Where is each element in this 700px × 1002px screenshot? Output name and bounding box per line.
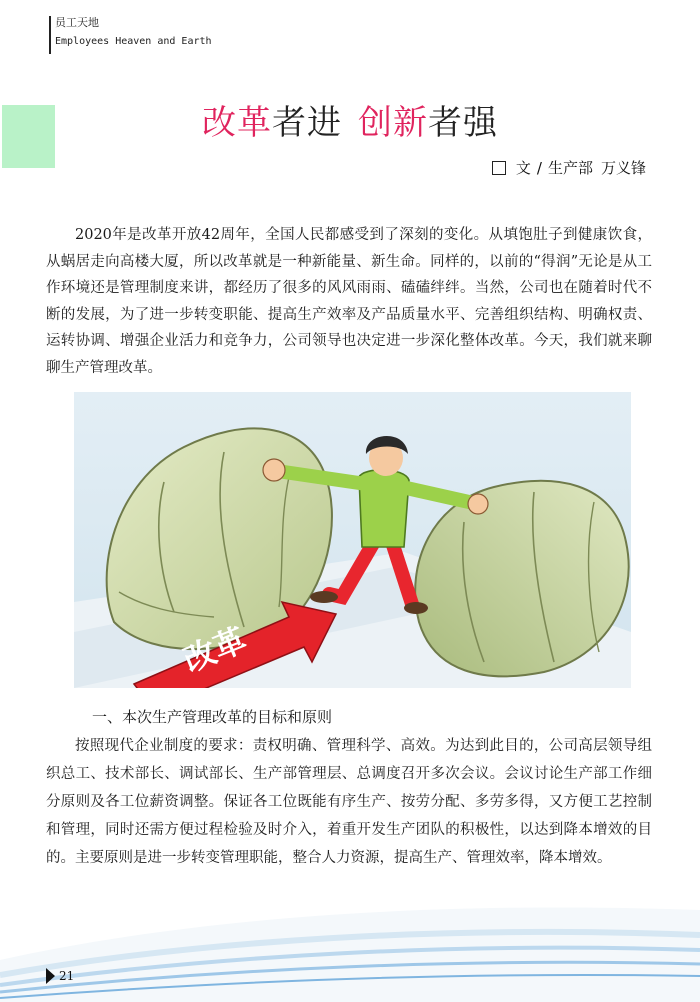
page-marker-icon <box>46 968 55 984</box>
reform-cartoon-illustration <box>74 392 631 688</box>
section-header <box>49 16 212 54</box>
intro-text <box>46 222 652 381</box>
byline-wen: 文 <box>515 159 531 177</box>
page-number: 21 <box>59 969 75 983</box>
decorative-waves <box>0 880 700 1002</box>
byline-author: 万义锋 <box>600 159 646 177</box>
title-accent-1: 改革 <box>202 103 272 143</box>
byline-separator: / <box>536 159 542 177</box>
section-paragraph: 按照现代企业制度的要求：责权明确、管理科学、高效。为达到此目的，公司高层领导组织总工、技术部长、调试部长、生产部管理层、总调度召开多次会议。会议讨论生产部工作细分原则及各工位薪资调整。保证各工位既能有序生产、按劳分配、多劳多得，又方便工艺控制和管理，同时还需方便过程检验及时介入，着重开发生产团队的积极性，以达到降本增效的目的。主要原则是进一步转变管理职能，整合人力资源，提高生产、管理效率，降本增效。 <box>46 738 652 866</box>
title-accent-2: 创新 <box>358 103 428 143</box>
arrow-text: 改革 <box>178 620 252 680</box>
title-plain-2: 者强 <box>428 103 498 143</box>
article-title <box>0 98 700 148</box>
square-icon <box>492 161 506 175</box>
intro-paragraph: 2020年是改革开放42周年，全国人民都感受到了深刻的变化。从填饱肚子到健康饮食，从蜗居走向高楼大厦，所以改革就是一种新能量、新生命。同样的，以前的“得润”无论是从工作环境还是管理制度来讲，都经历了很多的风风雨雨、磕磕绊绊。当然，公司也在随着时代不断的发展，为了进一步转变职能、提高生产效率及产品质量水平、完善组织结构、明确权责、运转协调、增强企业活力和竞争力，公司领导也决定进一步深化整体改革。今天，我们就来聊聊生产管理改革。 <box>46 227 652 376</box>
byline <box>492 158 646 178</box>
byline-department: 生产部 <box>547 159 593 177</box>
section-body <box>46 732 652 872</box>
section-heading: 一、本次生产管理改革的目标和原则 <box>92 708 333 726</box>
section-name-cn: 员工天地 <box>55 16 99 29</box>
page-footer <box>46 968 74 984</box>
section-name-en: Employees Heaven and Earth <box>55 36 212 47</box>
title-plain-1: 者进 <box>272 103 342 143</box>
